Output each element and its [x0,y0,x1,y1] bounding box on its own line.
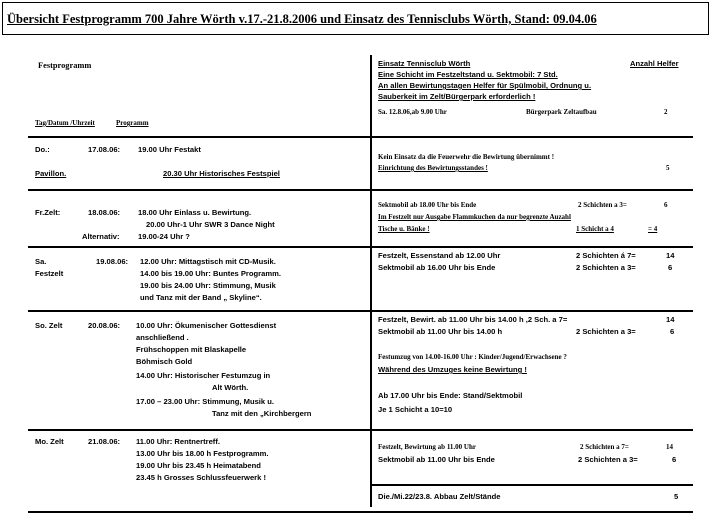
einsatz-line: Sektmobil ab 11.00 Uhr bis 14.00 h [378,327,503,336]
intro-line-2: An allen Bewirtungstagen Helfer für Spülmobil, Ordnung u. [378,81,592,90]
umzug-line: Festumzug von 14.00-16.00 Uhr : Kinder/Jugend/Erwachsene ? [378,353,567,361]
einsatz-count: 6 [664,201,668,209]
einsatz-line: Kein Einsatz da die Feuerwehr die Bewirtung übernimmt ! [378,153,555,161]
einsatz-line: Tische u. Bänke ! [378,225,430,233]
teardown-count: 5 [674,492,679,501]
einsatz-count: 6 [670,327,675,336]
program-line: 13.00 Uhr bis 18.00 h Festprogramm. [136,449,269,458]
row-divider [28,429,693,431]
date-label: 17.08.06: [88,145,121,154]
einsatz-shift: 2 Schichten a 3= [578,455,638,464]
row-divider [28,136,693,138]
program-line: anschließend . [136,333,189,342]
einsatz-shift: 2 Schichten a 7= [580,443,629,451]
einsatz-shift: 1 Schicht a 4 [576,225,614,233]
date-label: 19.08.06: [96,257,129,266]
einsatz-count: 14 [666,443,673,451]
program-line: 14.00 bis 19.00 Uhr: Buntes Programm. [140,269,281,278]
day-label: So. Zelt [35,321,63,330]
row-divider [370,484,693,486]
setup-label: Sa. 12.8.06,ab 9.00 Uhr [378,108,447,116]
place-label: Festzelt [35,269,64,278]
einsatz-line: Einrichtung des Bewirtungsstandes ! [378,164,488,172]
program-line: 14.00 Uhr: Historischer Festumzug in [136,371,271,380]
day-label: Mo. Zelt [35,437,64,446]
program-line: 19.00-24 Uhr ? [138,232,190,241]
alternative-label: Alternativ: [82,232,120,241]
program-line: 19.00 Uhr bis 23.45 h Heimatabend [136,461,261,470]
program-line: 18.00 Uhr Einlass u. Bewirtung. [138,208,252,217]
stand-note: Je 1 Schicht a 10=10 [378,405,453,414]
day-label: Fr.Zelt: [35,208,61,217]
program-line: 12.00 Uhr: Mittagstisch mit CD-Musik. [140,257,276,266]
program-line: Tanz mit den „Kirchbergern [212,409,312,418]
day-label: Do.: [35,145,50,154]
einsatz-line: Festzelt, Essenstand ab 12.00 Uhr [378,251,501,260]
einsatz-count: 14 [666,251,675,260]
date-label: 21.08.06: [88,437,121,446]
program-line: Böhmisch Gold [136,357,193,366]
row-divider [28,189,693,191]
einsatz-line: Sektmobil ab 11.00 Uhr bis Ende [378,455,495,464]
col-header-program: Programm [116,119,149,127]
festprogramm-heading: Festprogramm [38,61,92,70]
teardown-line: Die./Mi.22/23.8. Abbau Zelt/Stände [378,492,501,501]
einsatz-count: 5 [666,164,670,172]
einsatz-line: Sektmobil ab 16.00 Uhr bis Ende [378,263,496,272]
einsatz-count: 14 [666,315,675,324]
program-line: Frühschoppen mit Blaskapelle [136,345,247,354]
helper-count-header: Anzahl Helfer [630,59,679,68]
program-line: 19.00 bis 24.00 Uhr: Stimmung, Musik [140,281,276,290]
einsatz-shift: 2 Schichten a 3= [576,327,636,336]
einsatz-line: Festzelt, Bewirt. ab 11.00 Uhr bis 14.00 h ,2 Sch. a 7= [378,315,568,324]
program-line: 17.00 – 23.00 Uhr: Stimmung, Musik u. [136,397,274,406]
program-line: 23.45 h Grosses Schlussfeuerwerk ! [136,473,267,482]
intro-line-1: Eine Schicht im Festzeltstand u. Sektmobil: 7 Std. [378,70,558,79]
program-line: 20.30 Uhr Historisches Festspiel [163,169,280,178]
einsatz-count: 6 [668,263,673,272]
einsatz-heading: Einsatz Tennisclub Wörth [378,59,471,68]
col-header-date: Tag/Datum /Uhrzeit [35,119,95,127]
document-title: Übersicht Festprogramm 700 Jahre Wörth v.17.-21.8.2006 und Einsatz des Tennisclubs Wörth, Stand: 09.04.06 [7,12,597,26]
setup-count: 2 [664,108,668,116]
einsatz-shift: 2 Schichten a 3= [578,201,627,209]
date-label: 20.08.06: [88,321,121,330]
program-line: 11.00 Uhr: Rentnertreff. [136,437,220,446]
program-line: Alt Wörth. [212,383,249,392]
date-label: 18.08.06: [88,208,121,217]
day-label: Sa. [35,257,47,266]
program-line: 20.00 Uhr-1 Uhr SWR 3 Dance Night [146,220,275,229]
column-divider [370,55,372,507]
program-line: 19.00 Uhr Festakt [138,145,201,154]
einsatz-line: Sektmobil ab 18.00 Uhr bis Ende [378,201,477,209]
einsatz-shift: 2 Schichten á 7= [576,251,636,260]
row-divider [28,511,693,513]
row-divider [28,310,693,312]
einsatz-shift: 2 Schichten a 3= [576,263,636,272]
einsatz-line: Festzelt, Bewirtung ab 11.00 Uhr [378,443,476,451]
umzug-note: Während des Umzuges keine Bewirtung ! [378,365,527,374]
place-label: Pavillon. [35,169,67,178]
einsatz-count: = 4 [648,225,658,233]
einsatz-line: Im Festzelt nur Ausgabe Flammkuchen da nur begrenzte Auzahl [378,213,571,221]
program-line: und Tanz mit der Band „ Skyline“. [140,293,262,302]
program-line: 10.00 Uhr: Ökumenischer Gottesdienst [136,321,277,330]
row-divider [28,246,693,248]
setup-place: Bürgerpark Zeltaufbau [526,108,597,116]
intro-line-3: Sauberkeit im Zelt/Bürgerpark erforderlich ! [378,92,536,101]
stand-line: Ab 17.00 Uhr bis Ende: Stand/Sektmobil [378,391,523,400]
einsatz-count: 6 [672,455,677,464]
